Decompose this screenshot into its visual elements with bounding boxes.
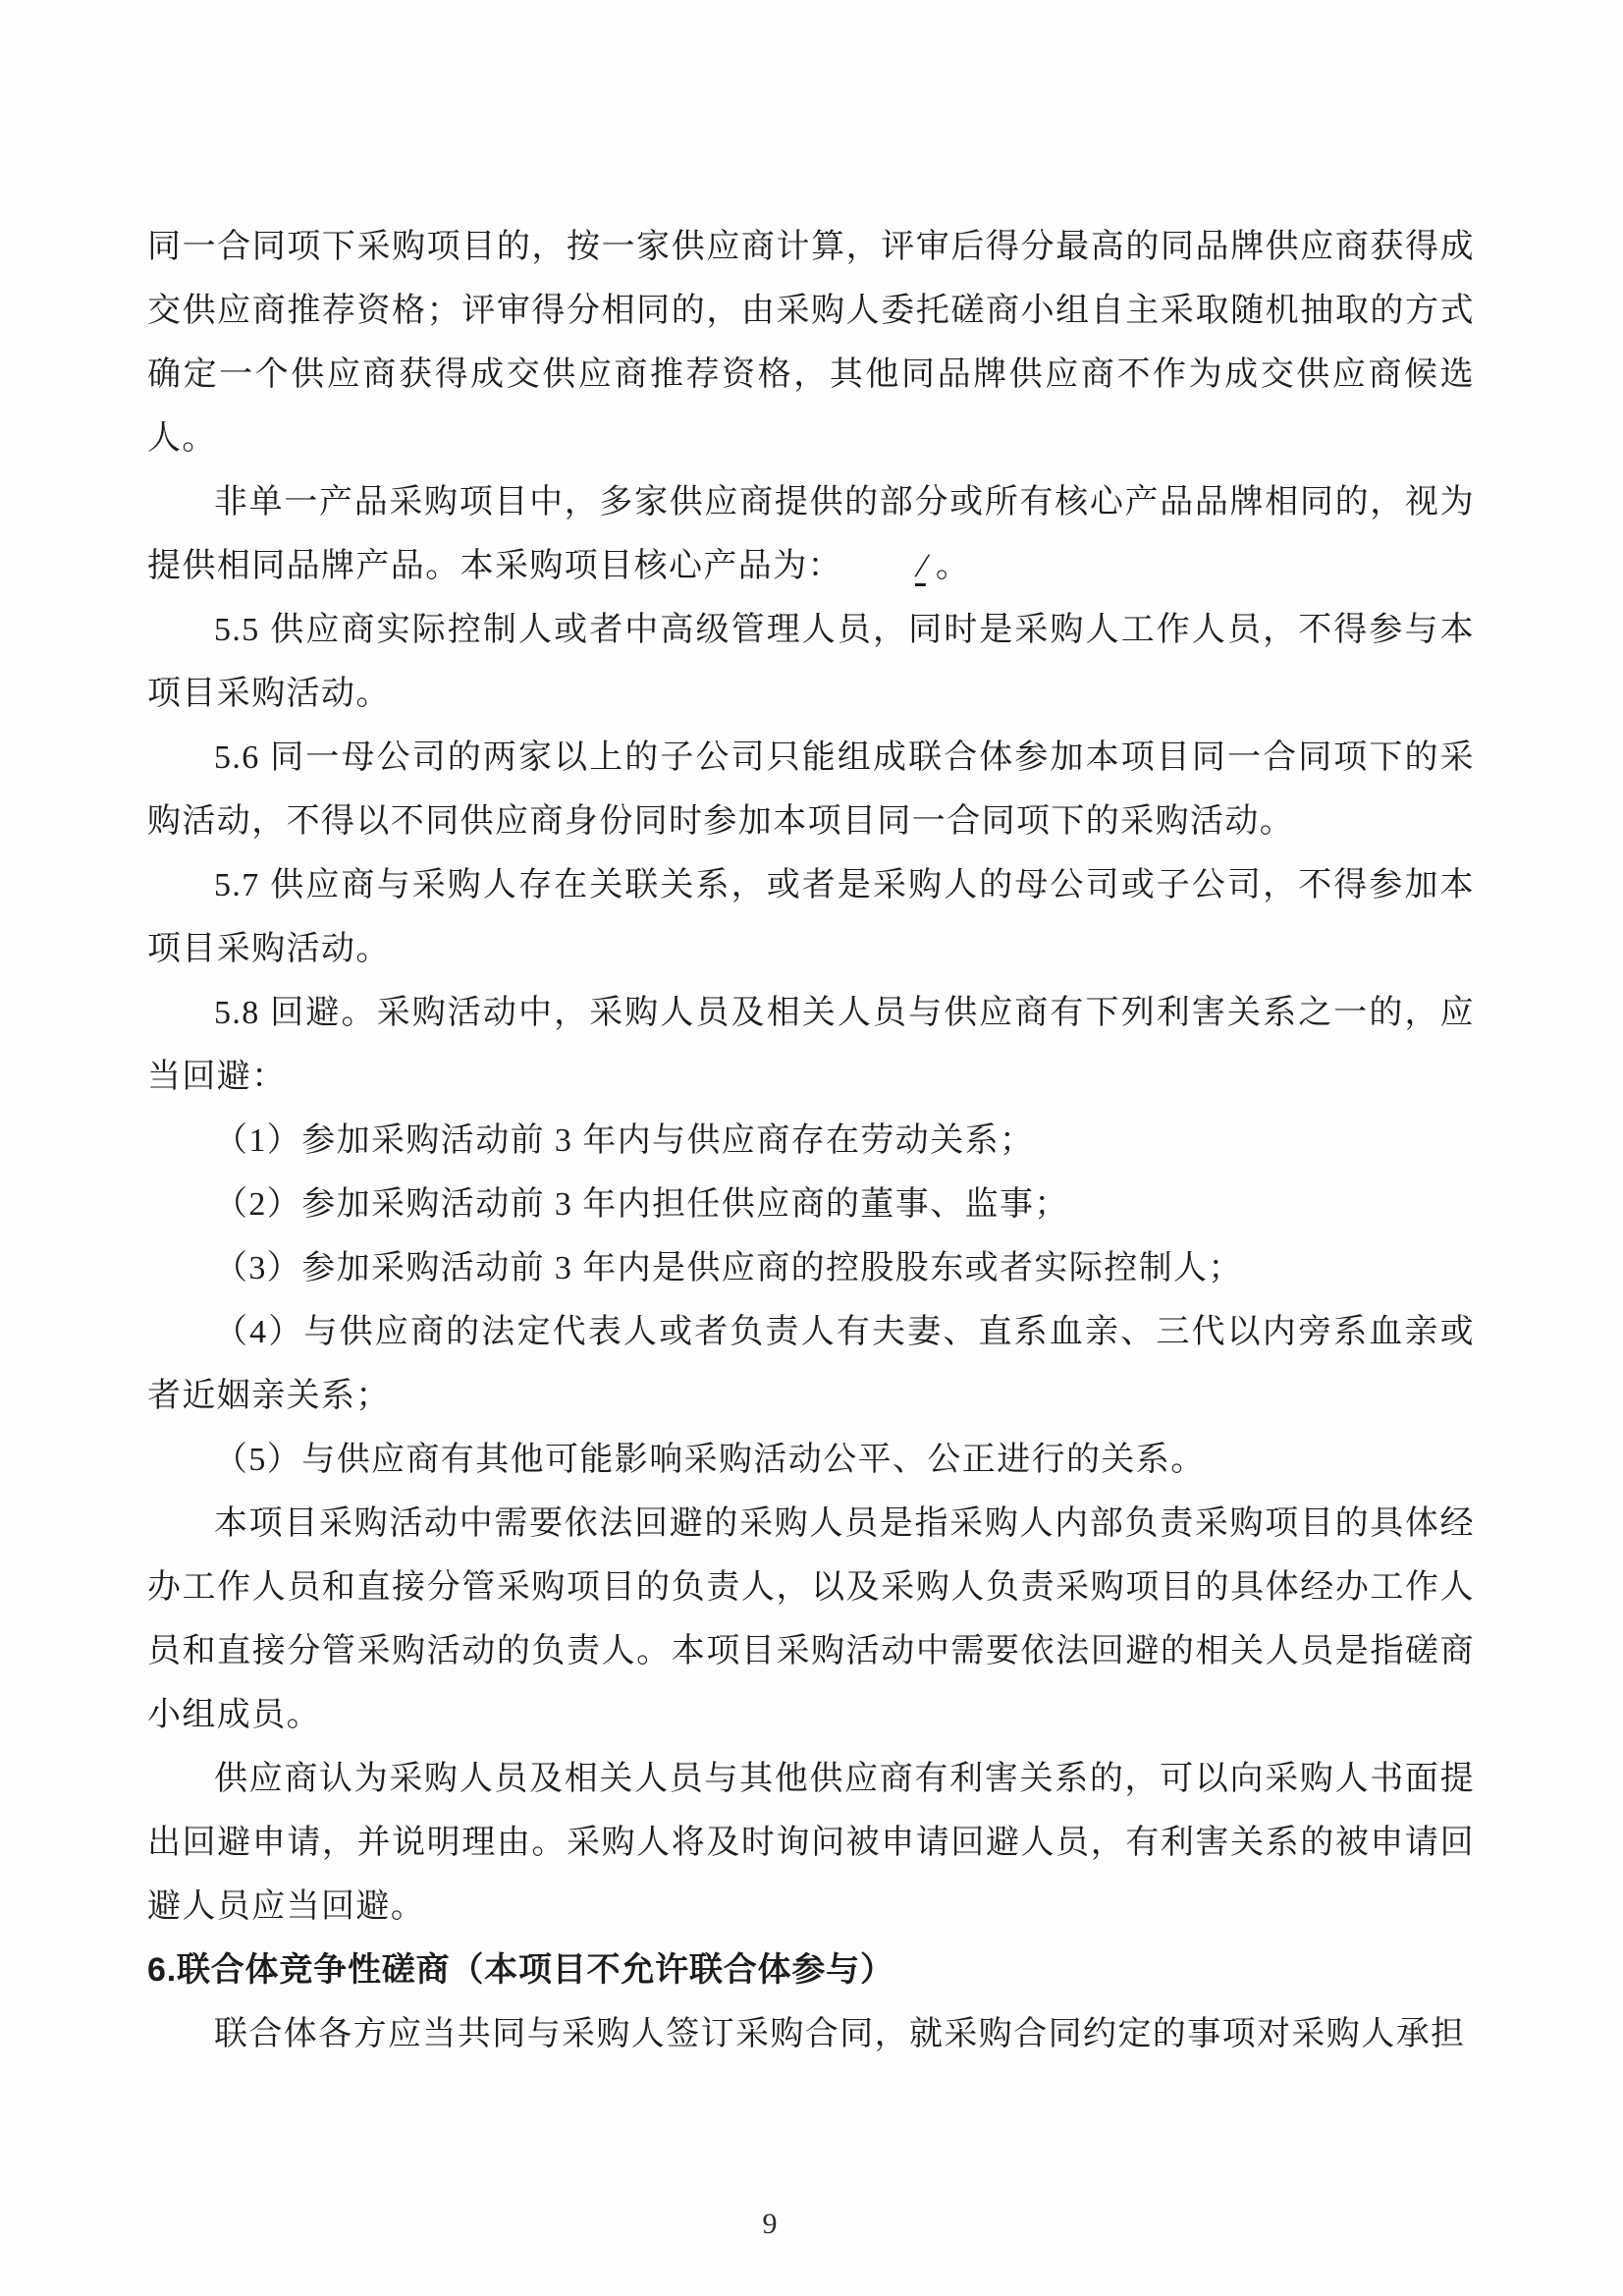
list-item-2: （2）参加采购活动前 3 年内担任供应商的董事、监事； xyxy=(214,1186,1069,1223)
section-heading-6: 6.联合体竞争性磋商（本项目不允许联合体参与） xyxy=(147,1951,894,1989)
paragraph-5-5: 5.5 供应商实际控制人或者中高级管理人员，同时是采购人工作人员，不得参与本项目采购活动。 xyxy=(147,612,1475,712)
core-product-text: 非单一产品采购项目中，多家供应商提供的部分或所有核心产品品牌相同的，视为提供相同品牌产品。本采购项目核心产品为： xyxy=(147,484,1475,584)
paragraph-core-product xyxy=(147,470,1475,598)
paragraph-same-brand-continued: 同一合同项下采购项目的，按一家供应商计算，评审后得分最高的同品牌供应商获得成交供应商推荐资格；评审得分相同的，由采购人委托磋商小组自主采取随机抽取的方式确定一个供应商获得成交供应商推荐资格，其他同品牌供应商不作为成交供应商候选人。 xyxy=(147,229,1475,457)
blank-slash: / xyxy=(915,548,930,584)
paragraph-consortium: 联合体各方应当共同与采购人签订采购合同，就采购合同约定的事项对采购人承担 xyxy=(214,2016,1466,2052)
list-item-3: （3）参加采购活动前 3 年内是供应商的控股股东或者实际控制人； xyxy=(214,1250,1243,1286)
paragraph-5-8: 5.8 回避。采购活动中，采购人员及相关人员与供应商有下列利害关系之一的，应当回避： xyxy=(147,995,1475,1095)
paragraph-5-6: 5.6 同一母公司的两家以上的子公司只能组成联合体参加本项目同一合同项下的采购活动，不得以不同供应商身份同时参加本项目同一合同项下的采购活动。 xyxy=(147,739,1475,840)
paragraph-recusal-definition: 本项目采购活动中需要依法回避的采购人员是指采购人内部负责采购项目的具体经办工作人员和直接分管采购项目的负责人，以及采购人负责采购项目的具体经办工作人员和直接分管采购活动的负责人。本项目采购活动中需要依法回避的相关人员是指磋商小组成员。 xyxy=(147,1505,1475,1733)
document-body xyxy=(147,215,1475,2066)
list-item-1: （1）参加采购活动前 3 年内与供应商存在劳动关系； xyxy=(214,1122,1035,1159)
list-item-4: （4）与供应商的法定代表人或者负责人有夫妻、直系血亲、三代以内旁系血亲或者近姻亲关系； xyxy=(147,1314,1475,1414)
paragraph-5-7: 5.7 供应商与采购人存在关联关系，或者是采购人的母公司或子公司，不得参加本项目采购活动。 xyxy=(147,867,1475,967)
list-item-5: （5）与供应商有其他可能影响采购活动公平、公正进行的关系。 xyxy=(214,1442,1206,1478)
paragraph-recusal-request: 供应商认为采购人员及相关人员与其他供应商有利害关系的，可以向采购人书面提出回避申请，并说明理由。采购人将及时询问被申请回避人员，有利害关系的被申请回避人员应当回避。 xyxy=(147,1761,1475,1925)
page-number: 9 xyxy=(762,2208,778,2240)
core-product-period: 。 xyxy=(935,548,971,584)
